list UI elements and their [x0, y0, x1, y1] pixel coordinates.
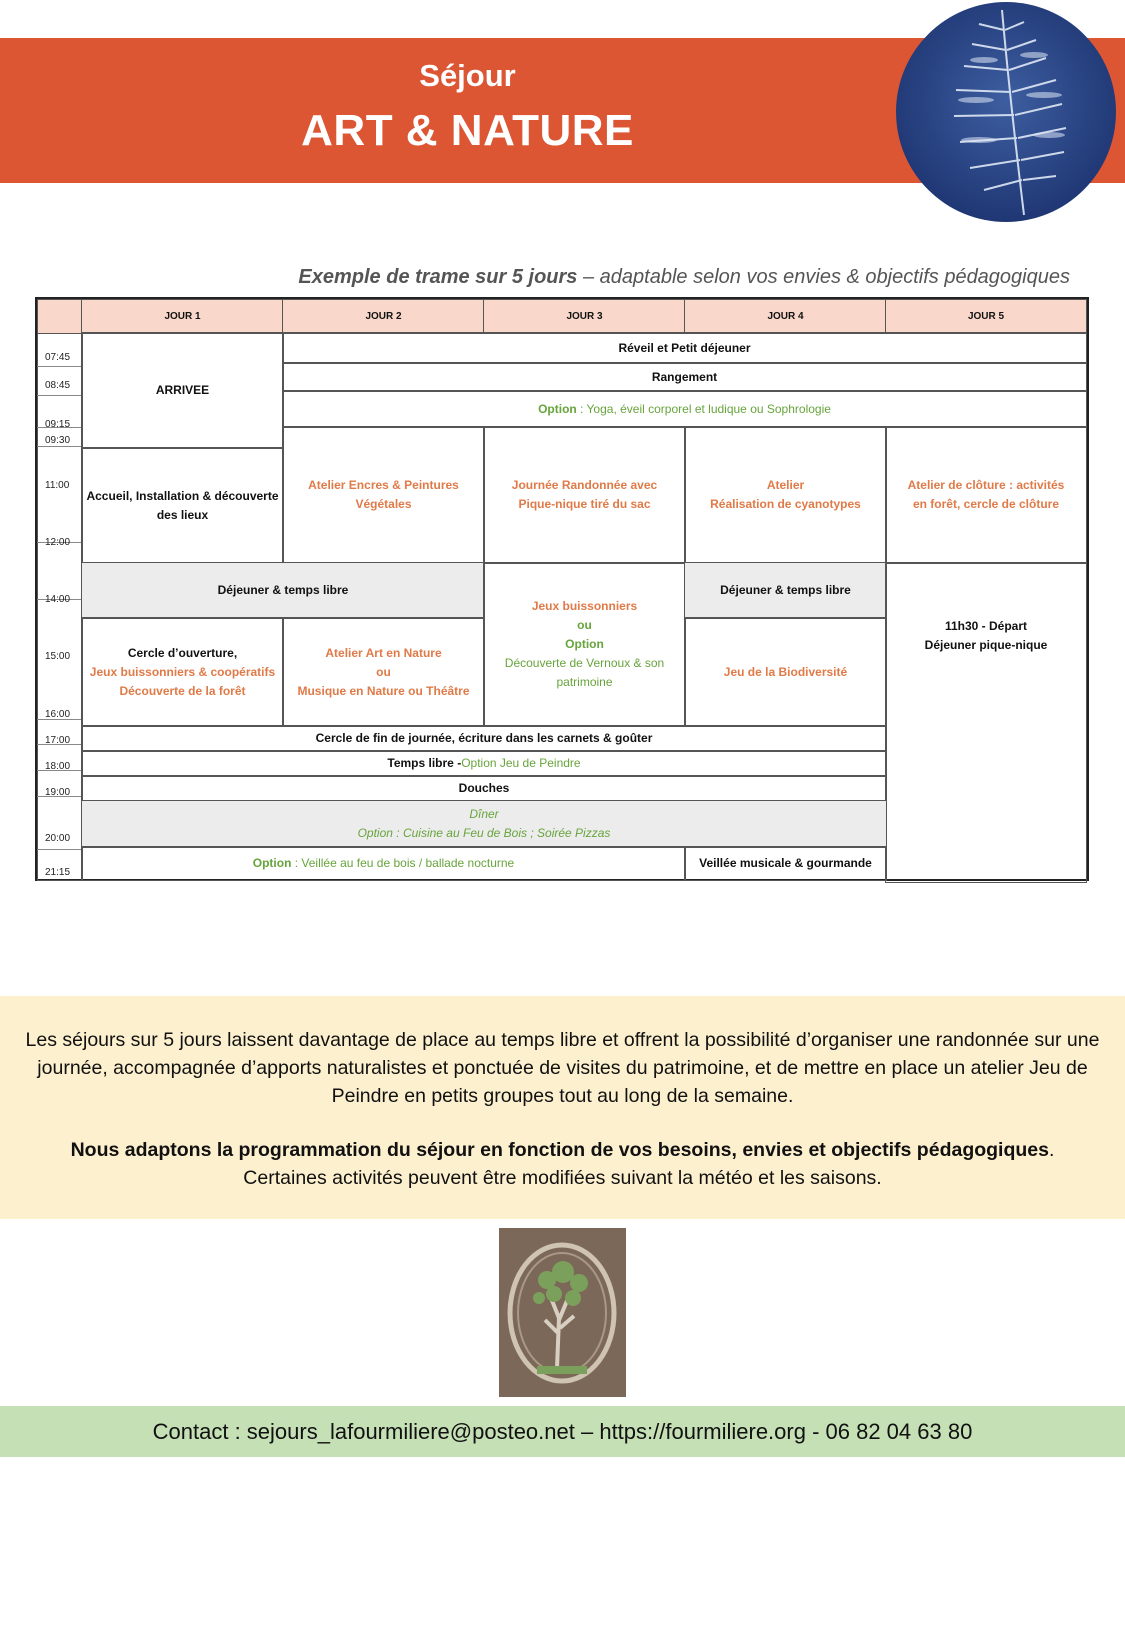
time-label: 20:00 — [45, 833, 71, 844]
time-label: 15:00 — [45, 651, 71, 662]
time-label: 08:45 — [45, 380, 71, 391]
cell-dejeuner-4: Déjeuner & temps libre — [684, 562, 887, 619]
cell-encres: Atelier Encres & Peintures Végétales — [282, 426, 485, 564]
time-label: 11:00 — [45, 480, 70, 491]
cell-option-yoga — [282, 390, 1087, 428]
decouverte-foret: Découverte de la forêt — [119, 683, 246, 698]
land-art-tree-image — [499, 1228, 626, 1397]
cell-accueil: Accueil, Installation & découverte des lieux — [81, 447, 284, 564]
day-header-3: JOUR 3 — [483, 299, 686, 334]
info-weather: Certaines activités peuvent être modifiées suivant la météo et les saisons. — [243, 1167, 882, 1189]
temps-libre: Temps libre - — [387, 756, 462, 770]
time-label: 16:00 — [45, 709, 71, 720]
cell-dejeuner-1-2: Déjeuner & temps libre — [81, 562, 485, 619]
cell-cyanotypes — [684, 426, 887, 564]
contact-bar: Contact : sejours_lafourmiliere@posteo.net – https://fourmiliere.org - 06 82 04 63 80 — [0, 1406, 1125, 1457]
schedule-table — [35, 297, 1089, 881]
time-divider — [37, 366, 81, 367]
ou-label: ou — [577, 618, 592, 632]
cell-reveil: Réveil et Petit déjeuner — [282, 332, 1087, 364]
option-label: Option — [565, 637, 604, 651]
info-bold: Nous adaptons la programmation du séjour en fonction de vos besoins, envies et objectifs pédagogiques — [70, 1139, 1049, 1161]
subtitle-rest: – adaptable selon vos envies & objectifs pédagogiques — [577, 266, 1070, 288]
time-label: 14:00 — [45, 594, 71, 605]
yoga-text: : Yoga, éveil corporel et ludique ou Sophrologie — [576, 401, 831, 416]
veillee-text: : Veillée au feu de bois / ballade nocturne — [291, 856, 515, 870]
info-box — [0, 996, 1125, 1219]
cell-arrivee: ARRIVEE — [81, 332, 284, 449]
jeu-peindre: Option Jeu de Peindre — [461, 756, 581, 770]
cell-randonnee: Journée Randonnée avec Pique-nique tiré du sac — [483, 426, 686, 564]
musique-theatre: Musique en Nature ou Théâtre — [297, 683, 470, 698]
option-label: Option — [252, 856, 292, 870]
jeux-buissonniers: Jeux buissonniers — [531, 599, 638, 613]
time-label: 09:15 — [45, 419, 71, 430]
cyanotype-fern-image — [884, 0, 1125, 245]
time-label: 09:30 — [45, 435, 71, 446]
info-dot: . — [1049, 1139, 1055, 1161]
cell-cercle-fin: Cercle de fin de journée, écriture dans les carnets & goûter — [81, 725, 887, 752]
cell-rangement: Rangement — [282, 362, 1087, 392]
cell-temps-libre — [81, 750, 887, 777]
diner-label: Dîner — [469, 807, 499, 821]
cell-cloture: Atelier de clôture : activités en forêt, cercle de clôture — [885, 426, 1087, 564]
cell-douches: Douches — [81, 775, 887, 802]
info-emphasis — [0, 1110, 1125, 1164]
title-line-1: Séjour — [419, 58, 516, 93]
option-label: Option — [538, 401, 577, 416]
art-nature: Atelier Art en Nature — [325, 645, 442, 660]
atelier-label: Atelier — [766, 478, 805, 492]
depart-text: 11h30 - Départ — [944, 619, 1028, 633]
time-divider — [37, 395, 81, 396]
info-paragraph: Les séjours sur 5 jours laissent davantage de place au temps libre et offrent la possibilité d’organiser une randonnée sur une journée, accompagnée d’apports naturalistes et ponctuée de visites du patrimoine, et de mettre en place un atelier Jeu de Peindre en petits groupes tout au long de la semaine. — [25, 1029, 1100, 1107]
day-header-5: JOUR 5 — [885, 299, 1087, 334]
cell-cercle-ouverture — [81, 617, 284, 727]
day-header-2: JOUR 2 — [282, 299, 485, 334]
time-divider — [37, 446, 81, 447]
cyanotypes-label: Réalisation de cyanotypes — [710, 497, 861, 511]
schedule-subtitle — [0, 266, 1070, 289]
vernoux-text: Découverte de Vernoux & son patrimoine — [504, 656, 665, 689]
cell-art-nature — [282, 617, 485, 727]
cercle-ouverture: Cercle d’ouverture, — [127, 645, 238, 660]
cell-veillee-musicale: Veillée musicale & gourmande — [684, 846, 887, 881]
time-label: 18:00 — [45, 761, 71, 772]
ou-label: ou — [376, 664, 391, 679]
jeux-coop: Jeux buissonniers & coopératifs — [89, 664, 276, 679]
time-label: 21:15 — [45, 867, 71, 878]
pique-nique-text: Déjeuner pique-nique — [924, 638, 1048, 652]
time-label: 07:45 — [45, 352, 71, 363]
day-header-4: JOUR 4 — [684, 299, 887, 334]
title-line-2: ART & NATURE — [301, 106, 634, 155]
cell-depart — [885, 562, 1087, 883]
cell-biodiversite: Jeu de la Biodiversité — [684, 617, 887, 727]
cell-veillee — [81, 846, 686, 881]
time-label: 19:00 — [45, 787, 71, 798]
time-label: 17:00 — [45, 735, 71, 746]
diner-option: Option : Cuisine au Feu de Bois ; Soirée Pizzas — [357, 826, 611, 840]
day-header-1: JOUR 1 — [81, 299, 284, 334]
time-divider — [37, 849, 81, 850]
time-column — [37, 332, 83, 881]
time-label: 12:00 — [45, 537, 71, 548]
header-corner — [37, 299, 83, 334]
subtitle-bold: Exemple de trame sur 5 jours — [298, 266, 578, 288]
cell-jeux-vernoux — [483, 562, 686, 727]
cell-diner — [81, 800, 887, 848]
